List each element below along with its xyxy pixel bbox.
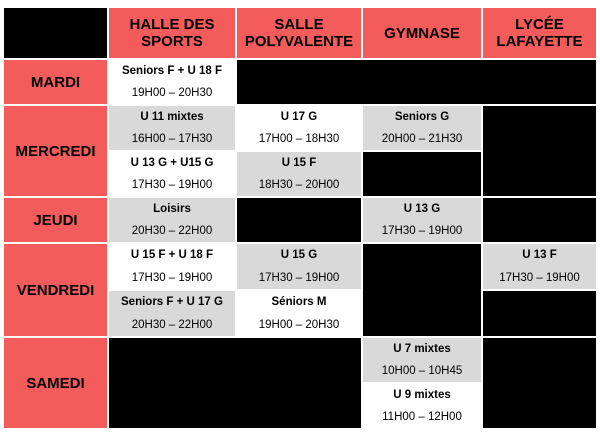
- slot-vendredi-halle-2: [108, 290, 236, 337]
- day-mardi: MARDI: [3, 59, 108, 105]
- slot-team: U 7 mixtes: [393, 343, 451, 355]
- slot-team: U 13 F: [522, 249, 557, 262]
- slot-team: U 9 mixtes: [393, 389, 451, 401]
- header-lycee-lafayette: LYCÉE LAFAYETTE: [482, 7, 597, 59]
- slot-team: Seniors F + U 17 G: [121, 296, 223, 309]
- slot-mercredi-halle-1: [108, 105, 236, 151]
- day-vendredi: VENDREDI: [3, 243, 108, 337]
- empty-cell: [482, 290, 597, 337]
- slot-time: 17H30 – 19H00: [499, 271, 580, 284]
- empty-cell: [236, 197, 362, 243]
- empty-cell: [236, 59, 597, 105]
- header-halle-des-sports: HALLE DES SPORTS: [108, 7, 236, 59]
- day-samedi: SAMEDI: [3, 337, 108, 429]
- slot-time: 17H00 – 18H30: [258, 133, 340, 145]
- slot-team: U 15 F: [281, 157, 317, 169]
- day-mercredi: MERCREDI: [3, 105, 108, 197]
- slot-mercredi-salle-1: [236, 105, 362, 151]
- slot-team: Loisirs: [153, 203, 191, 215]
- empty-cell: [362, 243, 482, 337]
- slot-time: 16H00 – 17H30: [131, 133, 213, 145]
- empty-cell: [482, 197, 597, 243]
- header-gymnase: GYMNASE: [362, 7, 482, 59]
- slot-mercredi-gymnase: [362, 105, 482, 151]
- slot-team: Seniors F + U 18 F: [121, 65, 223, 77]
- slot-jeudi-gymnase: [362, 197, 482, 243]
- slot-team: U 13 G + U15 G: [130, 157, 214, 169]
- corner-cell: [3, 7, 108, 59]
- slot-time: 17H30 – 19H00: [258, 271, 340, 284]
- empty-cell: [108, 337, 362, 429]
- slot-mercredi-halle-2: [108, 151, 236, 197]
- slot-team: Seniors G: [394, 111, 450, 123]
- slot-team: U 15 F + U 18 F: [130, 249, 214, 262]
- empty-cell: [362, 151, 482, 197]
- slot-mercredi-salle-2: [236, 151, 362, 197]
- slot-team: U 13 G: [403, 203, 441, 215]
- day-jeudi: JEUDI: [3, 197, 108, 243]
- slot-time: 20H30 – 22H00: [131, 318, 213, 331]
- slot-time: 11H00 – 12H00: [382, 411, 462, 423]
- slot-time: 17H30 – 19H00: [131, 271, 213, 284]
- slot-vendredi-halle-1: [108, 243, 236, 290]
- slot-mardi-halle: [108, 59, 236, 105]
- slot-team: U 17 G: [280, 111, 318, 123]
- slot-time: 20H30 – 22H00: [131, 225, 213, 237]
- slot-time: 20H00 – 21H30: [381, 133, 463, 145]
- slot-samedi-gymnase-2: [362, 383, 482, 429]
- slot-time: 10H00 – 10H45: [381, 365, 463, 377]
- slot-team: U 15 G: [280, 249, 318, 262]
- slot-time: 19H00 – 20H30: [131, 87, 213, 99]
- header-salle-polyvalente: SALLE POLYVALENTE: [236, 7, 362, 59]
- slot-vendredi-lycee: [482, 243, 597, 290]
- slot-samedi-gymnase-1: [362, 337, 482, 383]
- slot-team: Séniors M: [271, 296, 327, 309]
- empty-cell: [482, 337, 597, 429]
- slot-time: 17H30 – 19H00: [131, 179, 213, 191]
- slot-time: 17H30 – 19H00: [381, 225, 463, 237]
- slot-time: 19H00 – 20H30: [258, 318, 340, 331]
- slot-vendredi-salle-1: [236, 243, 362, 290]
- slot-vendredi-salle-2: [236, 290, 362, 337]
- empty-cell: [482, 105, 597, 197]
- slot-time: 18H30 – 20H00: [258, 179, 340, 191]
- slot-team: U 11 mixtes: [140, 111, 204, 123]
- slot-jeudi-halle: [108, 197, 236, 243]
